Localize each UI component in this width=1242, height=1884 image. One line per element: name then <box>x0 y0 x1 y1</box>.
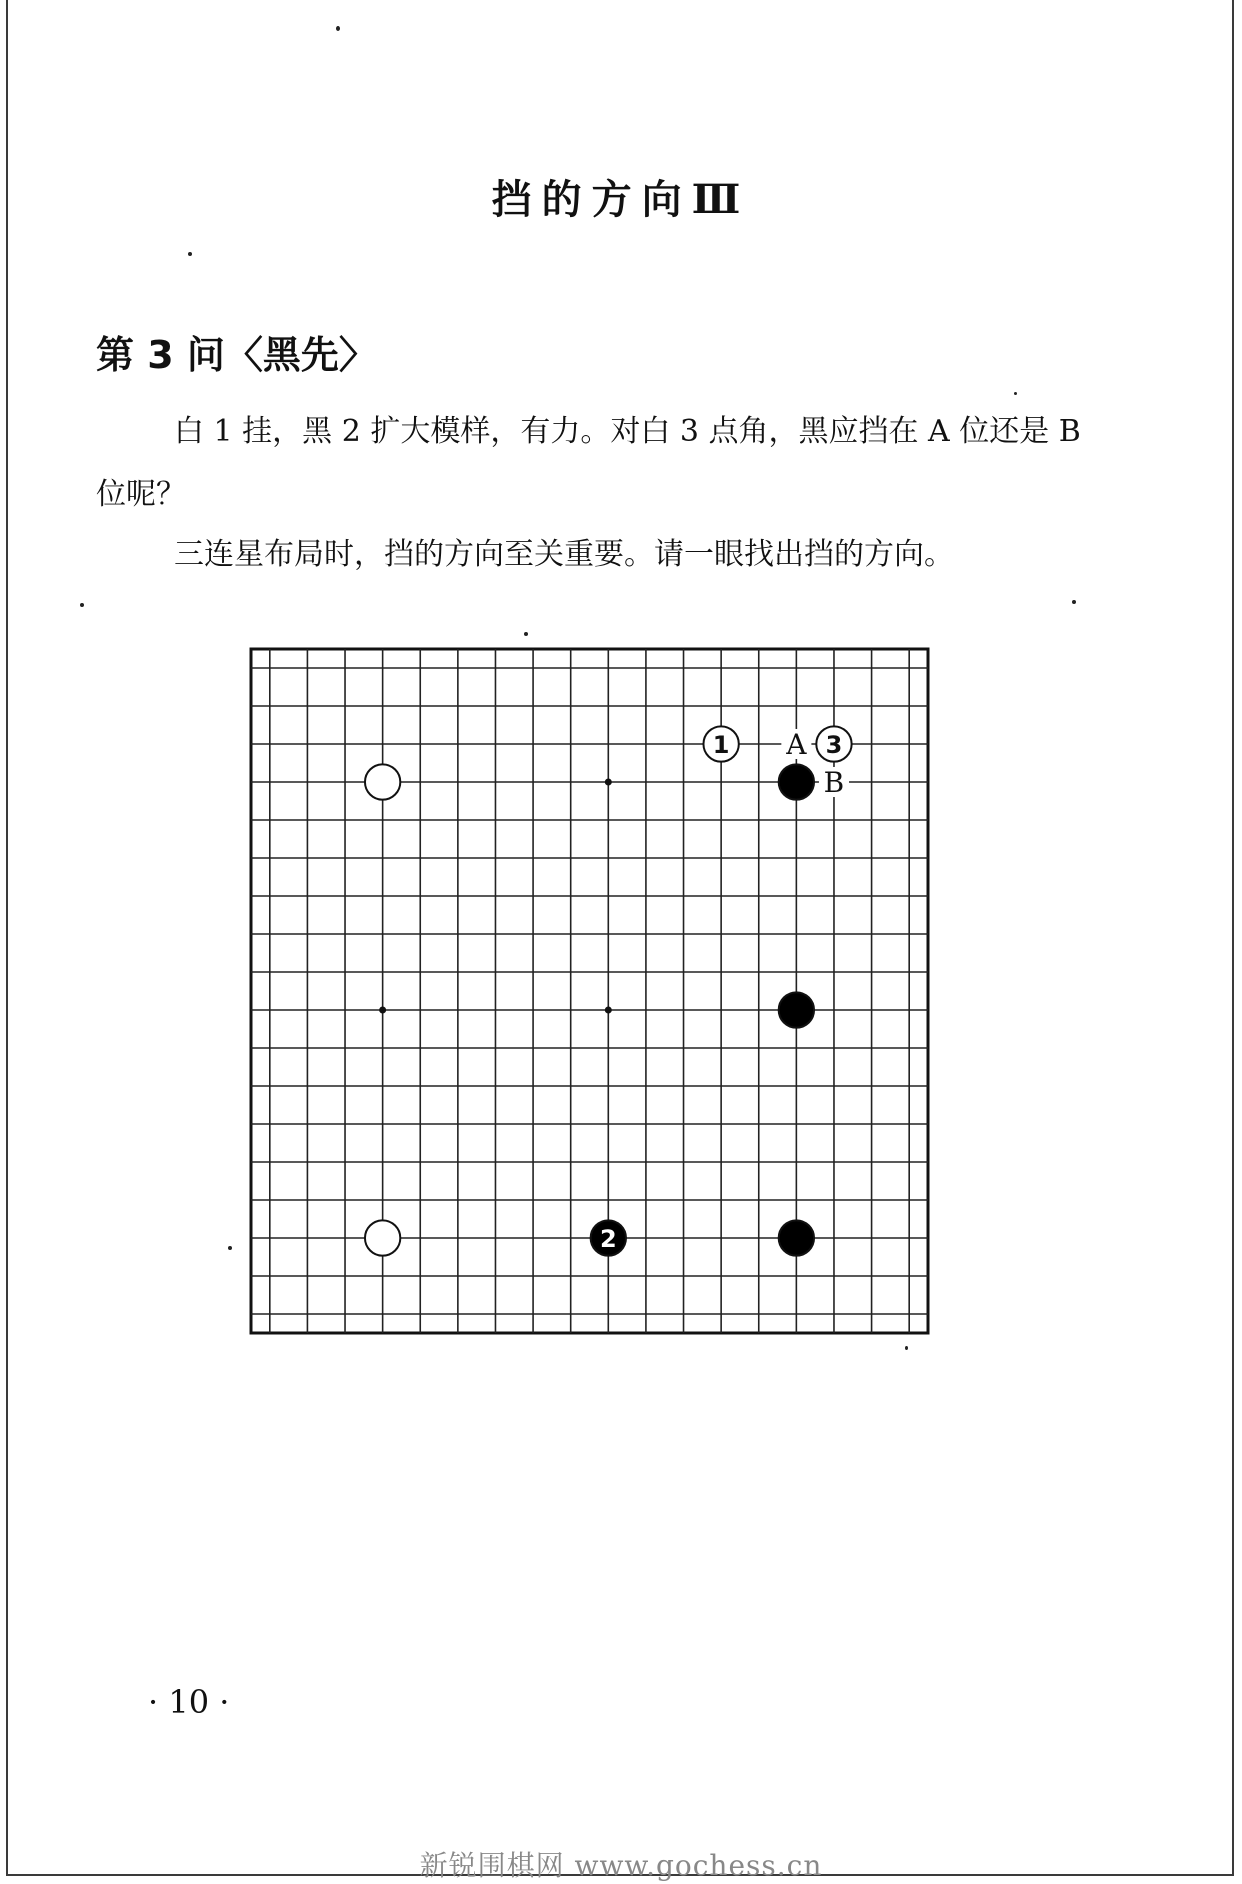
scan-speck <box>905 1346 908 1350</box>
black-stone-2-label: 2 <box>599 1225 617 1253</box>
go-board-svg <box>245 643 935 1340</box>
white-stone-lower-left <box>365 1220 400 1255</box>
scan-speck <box>188 252 192 256</box>
white-stone-3-label: 3 <box>825 731 843 759</box>
watermark: 新锐围棋网 www.gochess.cn <box>419 1849 823 1882</box>
problem-hint: 三连星布局时，挡的方向至关重要。请一眼找出挡的方向。 <box>174 537 954 572</box>
page-number: · 10 · <box>148 1683 230 1721</box>
marker-b: B <box>823 766 845 799</box>
black-stone-right-side <box>779 992 814 1027</box>
scan-speck <box>228 1246 232 1250</box>
star-point <box>605 1007 612 1014</box>
scan-speck <box>336 26 340 31</box>
problem-description: 白 1 挂，黑 2 扩大模样，有力。对白 3 点角，黑应挡在 A 位还是 B 位呢？ <box>96 414 1081 512</box>
problem-heading: 第 3 问〈黑先〉 <box>96 333 377 377</box>
white-stone-1-label: 1 <box>712 731 730 759</box>
scan-speck <box>80 603 84 607</box>
star-point <box>605 779 612 786</box>
marker-a: A <box>786 728 807 761</box>
go-board-diagram <box>245 643 935 1340</box>
scan-speck <box>524 632 528 636</box>
scan-speck <box>1014 392 1017 395</box>
black-stone-upper-right <box>779 764 814 799</box>
star-point <box>379 1007 386 1014</box>
page-title: 挡的方向Ⅲ <box>491 176 751 223</box>
scan-speck <box>1072 600 1076 604</box>
white-stone-upper-left <box>365 764 400 799</box>
black-stone-lower-right <box>779 1220 814 1255</box>
